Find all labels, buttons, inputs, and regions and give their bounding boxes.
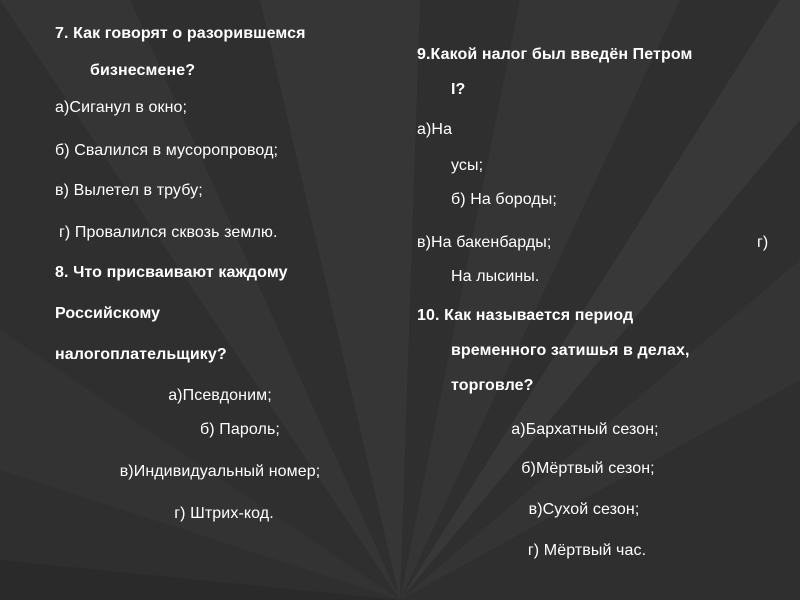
question-8-title-line2: Российскому [55, 305, 161, 322]
question-10-option-a: а)Бархатный сезон; [511, 421, 659, 438]
question-10-title-line1: 10. Как называется период [417, 307, 634, 324]
question-10-option-d: г) Мёртвый час. [527, 542, 647, 559]
question-9-title-line2: I? [451, 81, 466, 98]
question-8-title-line3: налогоплательщику? [55, 346, 227, 363]
question-9-option-b: б) На бороды; [451, 191, 557, 208]
question-10-option-b: б)Мёртвый сезон; [521, 460, 655, 477]
question-9-title-line1: 9.Какой налог был введён Петром [417, 46, 693, 63]
question-7-option-d: г) Провалился сквозь землю. [59, 224, 278, 241]
question-10-title-line2: временного затишья в делах, [451, 342, 690, 359]
question-7-title-line2: бизнесмене? [90, 62, 196, 79]
question-7-option-a: а)Сиганул в окно; [55, 99, 188, 116]
question-9-option-d-prefix: г) [757, 234, 769, 251]
question-9-option-a-line1: а)На [417, 121, 453, 138]
question-10-option-c: в)Сухой сезон; [528, 501, 640, 518]
question-8-option-a: а)Псевдоним; [168, 387, 272, 404]
question-9-option-a-line2: усы; [451, 157, 484, 174]
question-8-option-d: г) Штрих-код. [174, 505, 274, 522]
question-7-title-line1: 7. Как говорят о разорившемся [55, 25, 306, 42]
question-8-option-b: б) Пароль; [200, 421, 280, 438]
question-7-option-c: в) Вылетел в трубу; [55, 182, 203, 199]
question-9-option-c: в)На бакенбарды; [417, 234, 552, 251]
question-8-title-line1: 8. Что присваивают каждому [55, 264, 288, 281]
question-10-title-line3: торговле? [451, 377, 534, 394]
question-9-option-d: На лысины. [451, 268, 540, 285]
question-8-option-c: в)Индивидуальный номер; [119, 463, 321, 480]
question-7-option-b: б) Свалился в мусоропровод; [55, 142, 279, 159]
